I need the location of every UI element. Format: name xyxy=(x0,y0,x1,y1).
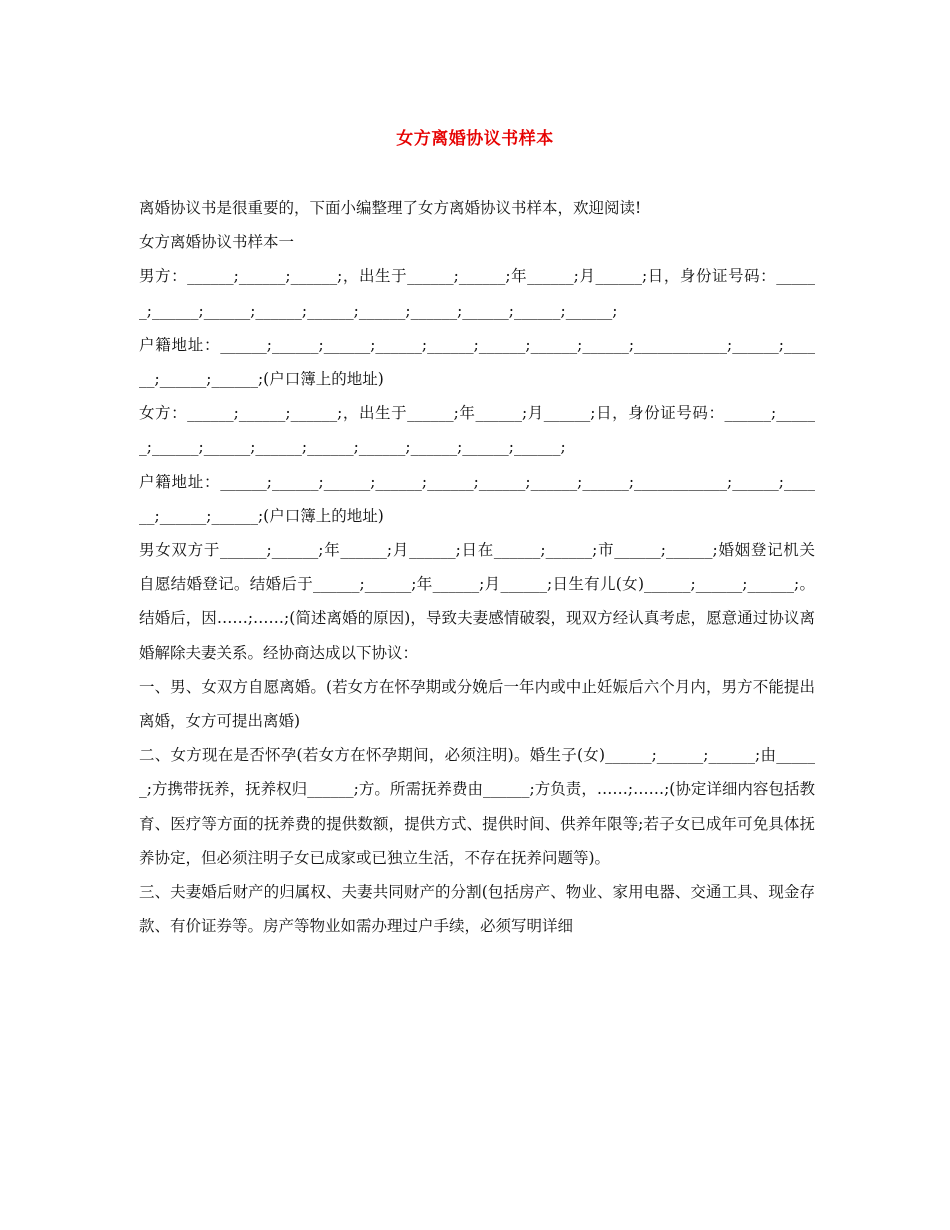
marriage-background-paragraph: 男女双方于______;______;年______;月______;日在______;______;市______;______;婚姻登记机关自愿结婚登记。结婚后于______;______;年______;月______;日生有儿(女)______;______;______;。结婚后，因……;……;(简述离婚的原因)，导致夫妻感情破裂，现双方经认真考虑，愿意通过协议离婚解除夫妻关系。经协商达成以下协议： xyxy=(139,541,815,662)
female-party-paragraph: 女方：______;______;______;，出生于______;年______;月______;日，身份证号码：______;______;______;______;______;______;______;______;______;______; xyxy=(139,404,815,457)
male-address-paragraph: 户籍地址：______;______;______;______;______;______;______;______;____________;______;______;______;______;(户口簿上的地址) xyxy=(139,335,815,389)
intro-paragraph: 离婚协议书是很重要的，下面小编整理了女方离婚协议书样本，欢迎阅读! xyxy=(139,199,642,217)
sample-heading: 女方离婚协议书样本一 xyxy=(139,233,295,252)
female-address-paragraph: 户籍地址：______;______;______;______;______;______;______;______;____________;______;______;______;______;(户口簿上的地址) xyxy=(139,472,815,525)
clause-three-paragraph: 三、夫妻婚后财产的归属权、夫妻共同财产的分割(包括房产、物业、家用电器、交通工具、现金存款、有价证券等。房产等物业如需办理过户手续，必须写明详细 xyxy=(139,883,815,936)
document-title: 女方离婚协议书样本 xyxy=(396,129,554,149)
document-body xyxy=(139,191,815,943)
clause-two-paragraph: 二、女方现在是否怀孕(若女方在怀孕期间，必须注明)。婚生子(女)______;______;______;由______;方携带抚养，抚养权归______;方。所需抚养费由______;方负责，……;……;(协定详细内容包括教育、医疗等方面的抚养费的提供数额，提供方式、提供时间、供养年限等;若子女已成年可免具体抚养协定，但必须注明子女已成家或已独立生活，不存在抚养问题等)。 xyxy=(139,746,815,867)
male-party-paragraph: 男方：______;______;______;，出生于______;______;年______;月______;日，身份证号码：______;______;______;______;______;______;______;______;______;______; xyxy=(139,267,815,320)
clause-one-paragraph: 一、男、女双方自愿离婚。(若女方在怀孕期或分娩后一年内或中止妊娠后六个月内，男方不能提出离婚，女方可提出离婚) xyxy=(139,677,815,731)
